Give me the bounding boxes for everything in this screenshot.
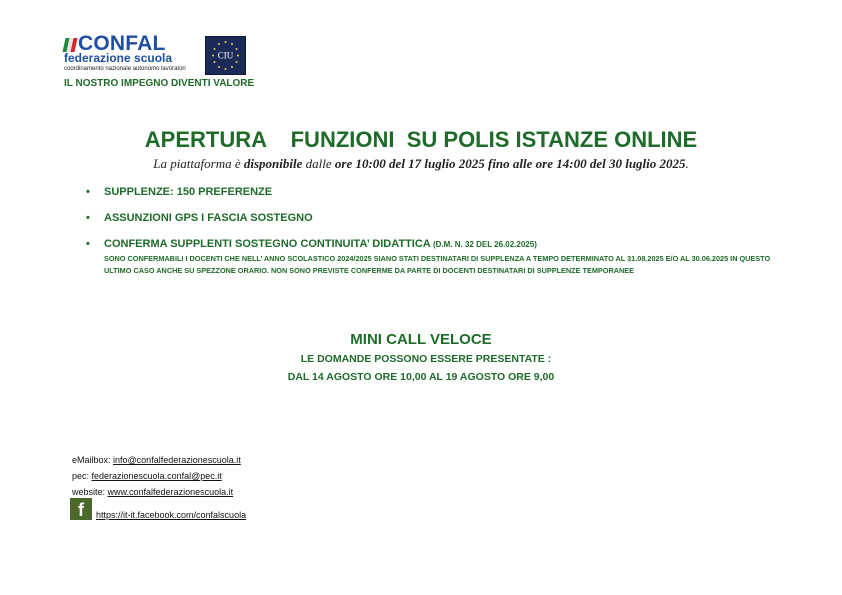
subtitle-part-3: dalle	[302, 156, 335, 171]
functions-list	[86, 186, 806, 277]
email-row	[72, 452, 241, 468]
ciu-badge-text: CIU	[217, 50, 234, 61]
facebook-link[interactable]: https://it-it.facebook.com/confalscuola	[96, 510, 247, 520]
subtitle-part-1: La piattaforma è	[153, 156, 244, 171]
list-item-label: SUPPLENZE: 150 PREFERENZE	[104, 186, 273, 198]
bullet-icon: •	[86, 238, 90, 250]
pec-link[interactable]: federazionescuola.confal@pec.it	[91, 471, 222, 481]
list-item	[86, 212, 806, 238]
pec-label: pec:	[72, 471, 92, 481]
website-label: website:	[72, 487, 108, 497]
website-link[interactable]: www.confalfederazionescuola.it	[107, 487, 234, 497]
list-item-detail: SONO CONFERMABILI I DOCENTI CHE NELL’ ANNO SCOLASTICO 2024/2025 SIANO STATI DESTINATARI DI SUPPLENZA A TEMPO DETERMINATO AL 31.08.2025 E/O AL 30.06.2025 IN QUESTO ULTIMO CASO ANCHE SU SPEZZONE ORARIO. NON SONO PREVISTE CONFERME DA PARTE DI DOCENTI DESTINATARI DI SUPPLENZE TEMPORANEE	[104, 254, 771, 275]
bullet-icon: •	[86, 186, 90, 198]
facebook-icon[interactable]: f	[70, 498, 92, 520]
page-title: APERTURA FUNZIONI SU POLIS ISTANZE ONLINE	[144, 127, 698, 152]
website-row	[72, 484, 241, 500]
bullet-icon: •	[86, 212, 90, 224]
list-item-label: CONFERMA SUPPLENTI SOSTEGNO CONTINUITA’ DIDATTICA	[104, 238, 431, 250]
contacts-block	[72, 452, 241, 500]
list-item-label: ASSUNZIONI GPS I FASCIA SOSTEGNO	[104, 212, 313, 224]
italian-flag-icon	[64, 38, 76, 52]
email-label: eMailbox:	[72, 455, 114, 465]
logo-motto: IL NOSTRO IMPEGNO DIVENTI VALORE	[64, 78, 255, 89]
subtitle-part-4: ore 10:00 del 17 luglio 2025 fino alle ore 14:00 del 30 luglio 2025	[334, 156, 686, 171]
mini-call-title: MINI CALL VELOCE	[350, 331, 492, 348]
mini-call-line-2: DAL 14 AGOSTO ORE 10,00 AL 19 AGOSTO ORE 9,00	[287, 371, 555, 383]
confal-logo	[64, 34, 246, 74]
list-item-note: (D.M. N. 32 DEL 26.02.2025)	[430, 240, 537, 249]
logo-subname: federazione scuola	[64, 51, 173, 65]
ciu-badge-icon	[205, 36, 246, 75]
list-item	[86, 238, 806, 277]
pec-row	[72, 468, 241, 484]
list-item	[86, 186, 806, 212]
subtitle-part-2: disponibile	[243, 156, 303, 171]
logo-tagline: coordinamento nazionale autonomo lavoratori	[64, 66, 186, 72]
email-link[interactable]: info@confalfederazionescuola.it	[113, 455, 241, 465]
mini-call-line-1: LE DOMANDE POSSONO ESSERE PRESENTATE :	[300, 353, 552, 365]
availability-subtitle	[0, 156, 842, 172]
logo-name: CONFAL	[78, 32, 166, 55]
subtitle-part-5: .	[685, 156, 689, 171]
